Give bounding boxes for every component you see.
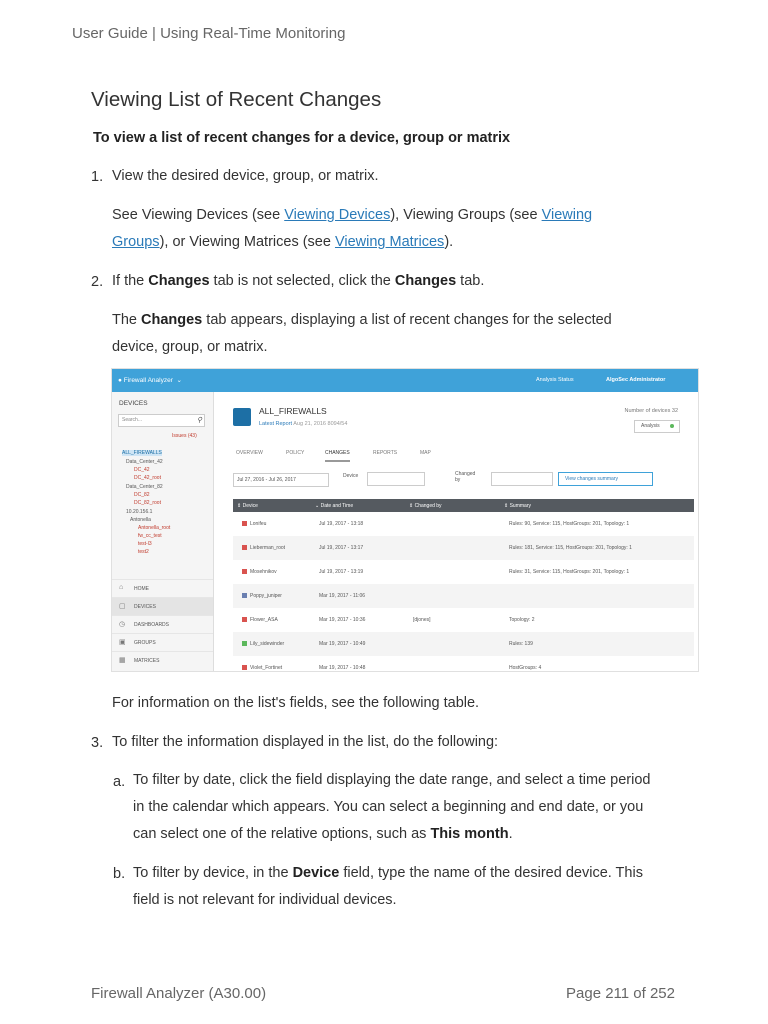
cell-summary: Rules: 139	[509, 641, 533, 647]
tab-map[interactable]: MAP	[420, 450, 431, 456]
cell-by: [djones]	[413, 617, 431, 623]
issues-count[interactable]: Issues (43)	[172, 433, 197, 439]
viewing-groups-link-part2[interactable]: Groups	[112, 234, 160, 250]
tree-item[interactable]: test-l3	[138, 541, 152, 547]
table-row[interactable]	[233, 536, 694, 560]
cell-date: Jul 19, 2017 - 13:18	[319, 521, 364, 527]
cell-date: Mar 19, 2017 - 10:36	[319, 617, 366, 623]
tree-item[interactable]: Antonella_root	[138, 525, 171, 531]
device-type-icon	[242, 569, 247, 574]
cell-summary: Rules: 90, Service: 115, HostGroups: 201, Topology: 1	[509, 521, 630, 527]
step-3-number: 3.	[91, 735, 104, 751]
devices-icon: ▢	[119, 603, 126, 610]
device-search-input[interactable]: Search... ⚲	[118, 414, 205, 427]
table-row[interactable]	[233, 560, 694, 584]
column-date[interactable]: ⌄ Date and Time	[315, 503, 354, 509]
cell-device[interactable]: Lily_sidewinder	[250, 641, 285, 647]
number-of-devices: Number of devices 32	[624, 408, 678, 414]
tree-item[interactable]: Data_Center_82	[126, 484, 163, 490]
tab-changes[interactable]: CHANGES	[325, 450, 350, 462]
tree-item[interactable]: Data_Center_42	[126, 459, 163, 465]
table-row[interactable]	[233, 632, 694, 656]
tree-item[interactable]: ALL_FIREWALLS	[122, 450, 162, 456]
column-summary[interactable]: ⇕ Summary	[504, 503, 531, 509]
substep-b-text: To filter by device, in the Device field, type the name of the desired device. This field is not relevant for individual devices.	[133, 865, 643, 908]
step-3-text: To filter the information displayed in the list, do the following:	[112, 734, 499, 750]
cell-summary: Rules: 31, Service: 115, HostGroups: 201, Topology: 1	[509, 569, 630, 575]
tab-policy[interactable]: POLICY	[286, 450, 305, 456]
step-1-see-also: See Viewing Devices (see Viewing Devices), Viewing Groups (see Viewing	[112, 207, 593, 223]
footer-product: Firewall Analyzer (A30.00)	[91, 985, 267, 1002]
viewing-devices-link[interactable]: Viewing Devices	[284, 207, 391, 223]
app-topbar	[112, 369, 698, 392]
cell-summary: Rules: 181, Service: 115, HostGroups: 201, Topology: 1	[509, 545, 632, 551]
search-icon: ⚲	[196, 417, 202, 424]
device-type-icon	[242, 521, 247, 526]
tab-overview[interactable]: OVERVIEW	[236, 450, 263, 456]
device-type-icon	[242, 545, 247, 550]
step-2-result: The Changes tab appears, displaying a list of recent changes for the selected device, group, or matrix.	[112, 312, 612, 355]
substep-a-text: To filter by date, click the field displaying the date range, and select a time period in the calendar which appears. You can select a beginning and end date, or you can select one of the relative options, such as This month.	[133, 772, 651, 842]
info-text: For information on the list's fields, see the following table.	[112, 695, 480, 711]
cell-device[interactable]: Mosehnikov	[250, 569, 277, 575]
admin-menu[interactable]: AlgoSec Administrator	[606, 377, 666, 383]
table-row[interactable]	[233, 608, 694, 632]
latest-report[interactable]: Latest Report Aug 21, 2016 8094/54	[259, 421, 348, 427]
tree-item[interactable]: Antonella	[130, 517, 151, 523]
device-filter-input[interactable]	[367, 472, 425, 486]
device-field-label: Device	[343, 473, 359, 479]
device-title: ALL_FIREWALLS	[259, 406, 327, 416]
column-device[interactable]: ⇕ Device	[237, 503, 258, 509]
cell-date: Jul 19, 2017 - 13:19	[319, 569, 364, 575]
nav-home[interactable]: ⌂ HOME	[112, 579, 213, 597]
step-1-see-also-line2: Groups), or Viewing Matrices (see Viewing Matrices).	[112, 234, 454, 250]
device-type-icon	[242, 593, 247, 598]
step-1-text: View the desired device, group, or matrix.	[112, 168, 379, 184]
tree-item[interactable]: 10.20.156.1	[126, 509, 153, 515]
main-panel	[214, 392, 698, 671]
tab-reports[interactable]: REPORTS	[373, 450, 398, 456]
tree-item[interactable]: DC_82_root	[134, 500, 161, 506]
tree-item[interactable]: fw_cc_test	[138, 533, 162, 539]
app-title: ● Firewall Analyzer ⌄	[118, 377, 182, 384]
nav-dashboards[interactable]: ◷ DASHBOARDS	[112, 615, 213, 633]
sidebar	[112, 392, 214, 671]
analysis-status-link[interactable]: Analysis Status	[536, 377, 574, 383]
matrices-icon: ▦	[119, 657, 126, 664]
procedure-heading: To view a list of recent changes for a device, group or matrix	[93, 130, 511, 146]
table-row[interactable]	[233, 656, 694, 672]
viewing-groups-link-part1[interactable]: Viewing	[541, 207, 593, 223]
step-2-text: If the Changes tab is not selected, click the Changes tab.	[112, 273, 485, 289]
changes-tab-screenshot	[111, 368, 699, 672]
tree-item[interactable]: DC_42_root	[134, 475, 161, 481]
device-type-icon	[242, 665, 247, 670]
cell-device[interactable]: Poppy_juniper	[250, 593, 282, 599]
status-dot-icon	[670, 424, 674, 428]
date-range-field[interactable]: Jul 27, 2016 - Jul 26, 2017	[233, 473, 329, 487]
table-row[interactable]	[233, 512, 694, 536]
cell-device[interactable]: Violet_Fortinet	[250, 665, 283, 671]
cell-device[interactable]: Flower_ASA	[250, 617, 278, 623]
cell-summary: HostGroups: 4	[509, 665, 542, 671]
substep-a-number: a.	[113, 774, 126, 790]
cell-date: Mar 19, 2017 - 11:06	[319, 593, 366, 599]
tree-item[interactable]: DC_42	[134, 467, 150, 473]
cell-device[interactable]: Lonifeu	[250, 521, 267, 527]
nav-groups[interactable]: ▣ GROUPS	[112, 633, 213, 651]
nav-devices[interactable]: ▢ DEVICES	[112, 597, 213, 615]
home-icon: ⌂	[119, 584, 124, 591]
view-changes-summary-button[interactable]: View changes summary	[558, 472, 653, 486]
step-2-number: 2.	[91, 274, 104, 290]
device-group-icon	[233, 408, 251, 426]
substep-b-number: b.	[113, 866, 126, 882]
dashboard-icon: ◷	[119, 621, 126, 628]
table-row[interactable]	[233, 584, 694, 608]
cell-summary: Topology: 2	[509, 617, 535, 623]
footer-page-number: Page 211 of 252	[566, 985, 675, 1002]
cell-device[interactable]: Lieberman_root	[250, 545, 286, 551]
changed-by-input[interactable]	[491, 472, 553, 486]
cell-date: Mar 19, 2017 - 10:49	[319, 641, 366, 647]
tree-item[interactable]: DC_82	[134, 492, 150, 498]
page-header: User Guide | Using Real-Time Monitoring	[72, 25, 346, 42]
nav-matrices[interactable]: ▦ MATRICES	[112, 651, 213, 669]
column-changed-by[interactable]: ⇕ Changed by	[409, 503, 442, 509]
cell-date: Jul 19, 2017 - 13:17	[319, 545, 364, 551]
changes-table-header	[233, 499, 694, 512]
device-type-icon	[242, 617, 247, 622]
devices-label: DEVICES	[119, 400, 148, 407]
analysis-button[interactable]: Analysis	[634, 420, 680, 433]
changed-by-label: Changed by	[455, 471, 476, 483]
groups-icon: ▣	[119, 639, 126, 646]
cell-date: Mar 19, 2017 - 10:48	[319, 665, 366, 671]
viewing-matrices-link[interactable]: Viewing Matrices	[334, 234, 445, 250]
device-type-icon	[242, 641, 247, 646]
section-title: Viewing List of Recent Changes	[91, 88, 382, 111]
tree-item[interactable]: test2	[138, 549, 149, 555]
step-1-number: 1.	[91, 169, 104, 185]
